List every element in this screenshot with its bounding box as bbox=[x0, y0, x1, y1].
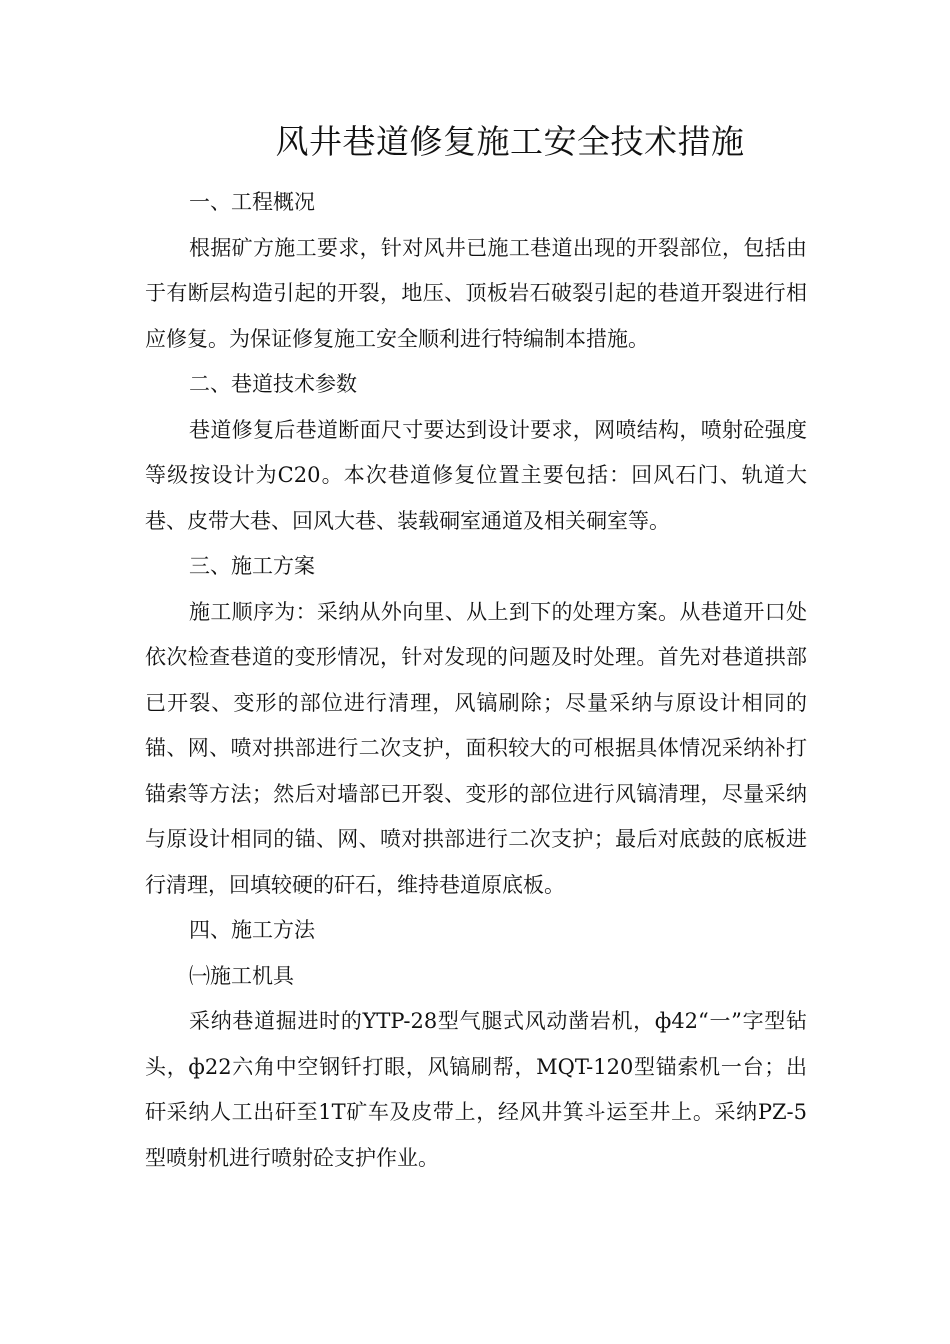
section-heading-overview: 一、工程概况 bbox=[189, 190, 315, 214]
subsection-heading-equipment: ㈠施工机具 bbox=[189, 963, 294, 988]
paragraph-equipment: 采纳巷道掘进时的YTP-28型气腿式风动凿岩机，ф42“一”字型钻头，ф22六角中空钢钎打眼，风镐刷帮，MQT-120型锚索机一台；出矸采纳人工出矸至1T矿车及皮带上，经风井箕斗运至井上。采纳PZ-5型喷射机进行喷射砼支护作业。 bbox=[145, 1009, 807, 1170]
paragraph-plan: 施工顺序为：采纳从外向里、从上到下的处理方案。从巷道开口处依次检查巷道的变形情况，针对发现的问题及时处理。首先对巷道拱部已开裂、变形的部位进行清理，风镐刷除；尽量采纳与原设计相同的锚、网、喷对拱部进行二次支护，面积较大的可根据具体情况采纳补打锚索等方法；然后对墙部已开裂、变形的部位进行风镐清理，尽量采纳与原设计相同的锚、网、喷对拱部进行二次支护；最后对底鼓的底板进行清理，回填较硬的矸石，维持巷道原底板。 bbox=[145, 599, 807, 897]
paragraph-overview: 根据矿方施工要求，针对风井已施工巷道出现的开裂部位，包括由于有断层构造引起的开裂，地压、顶板岩石破裂引起的巷道开裂进行相应修复。为保证修复施工安全顺利进行特编制本措施。 bbox=[145, 235, 807, 351]
document-title: 风井巷道修复施工安全技术措施 bbox=[275, 122, 745, 161]
section-heading-plan: 三、施工方案 bbox=[189, 554, 315, 578]
section-heading-method: 四、施工方法 bbox=[189, 918, 315, 942]
document-body bbox=[145, 180, 807, 1181]
section-heading-parameters: 二、巷道技术参数 bbox=[189, 372, 357, 396]
paragraph-parameters: 巷道修复后巷道断面尺寸要达到设计要求，网喷结构，喷射砼强度等级按设计为C20。本次巷道修复位置主要包括：回风石门、轨道大巷、皮带大巷、回风大巷、装载硐室通道及相关硐室等。 bbox=[145, 417, 807, 533]
